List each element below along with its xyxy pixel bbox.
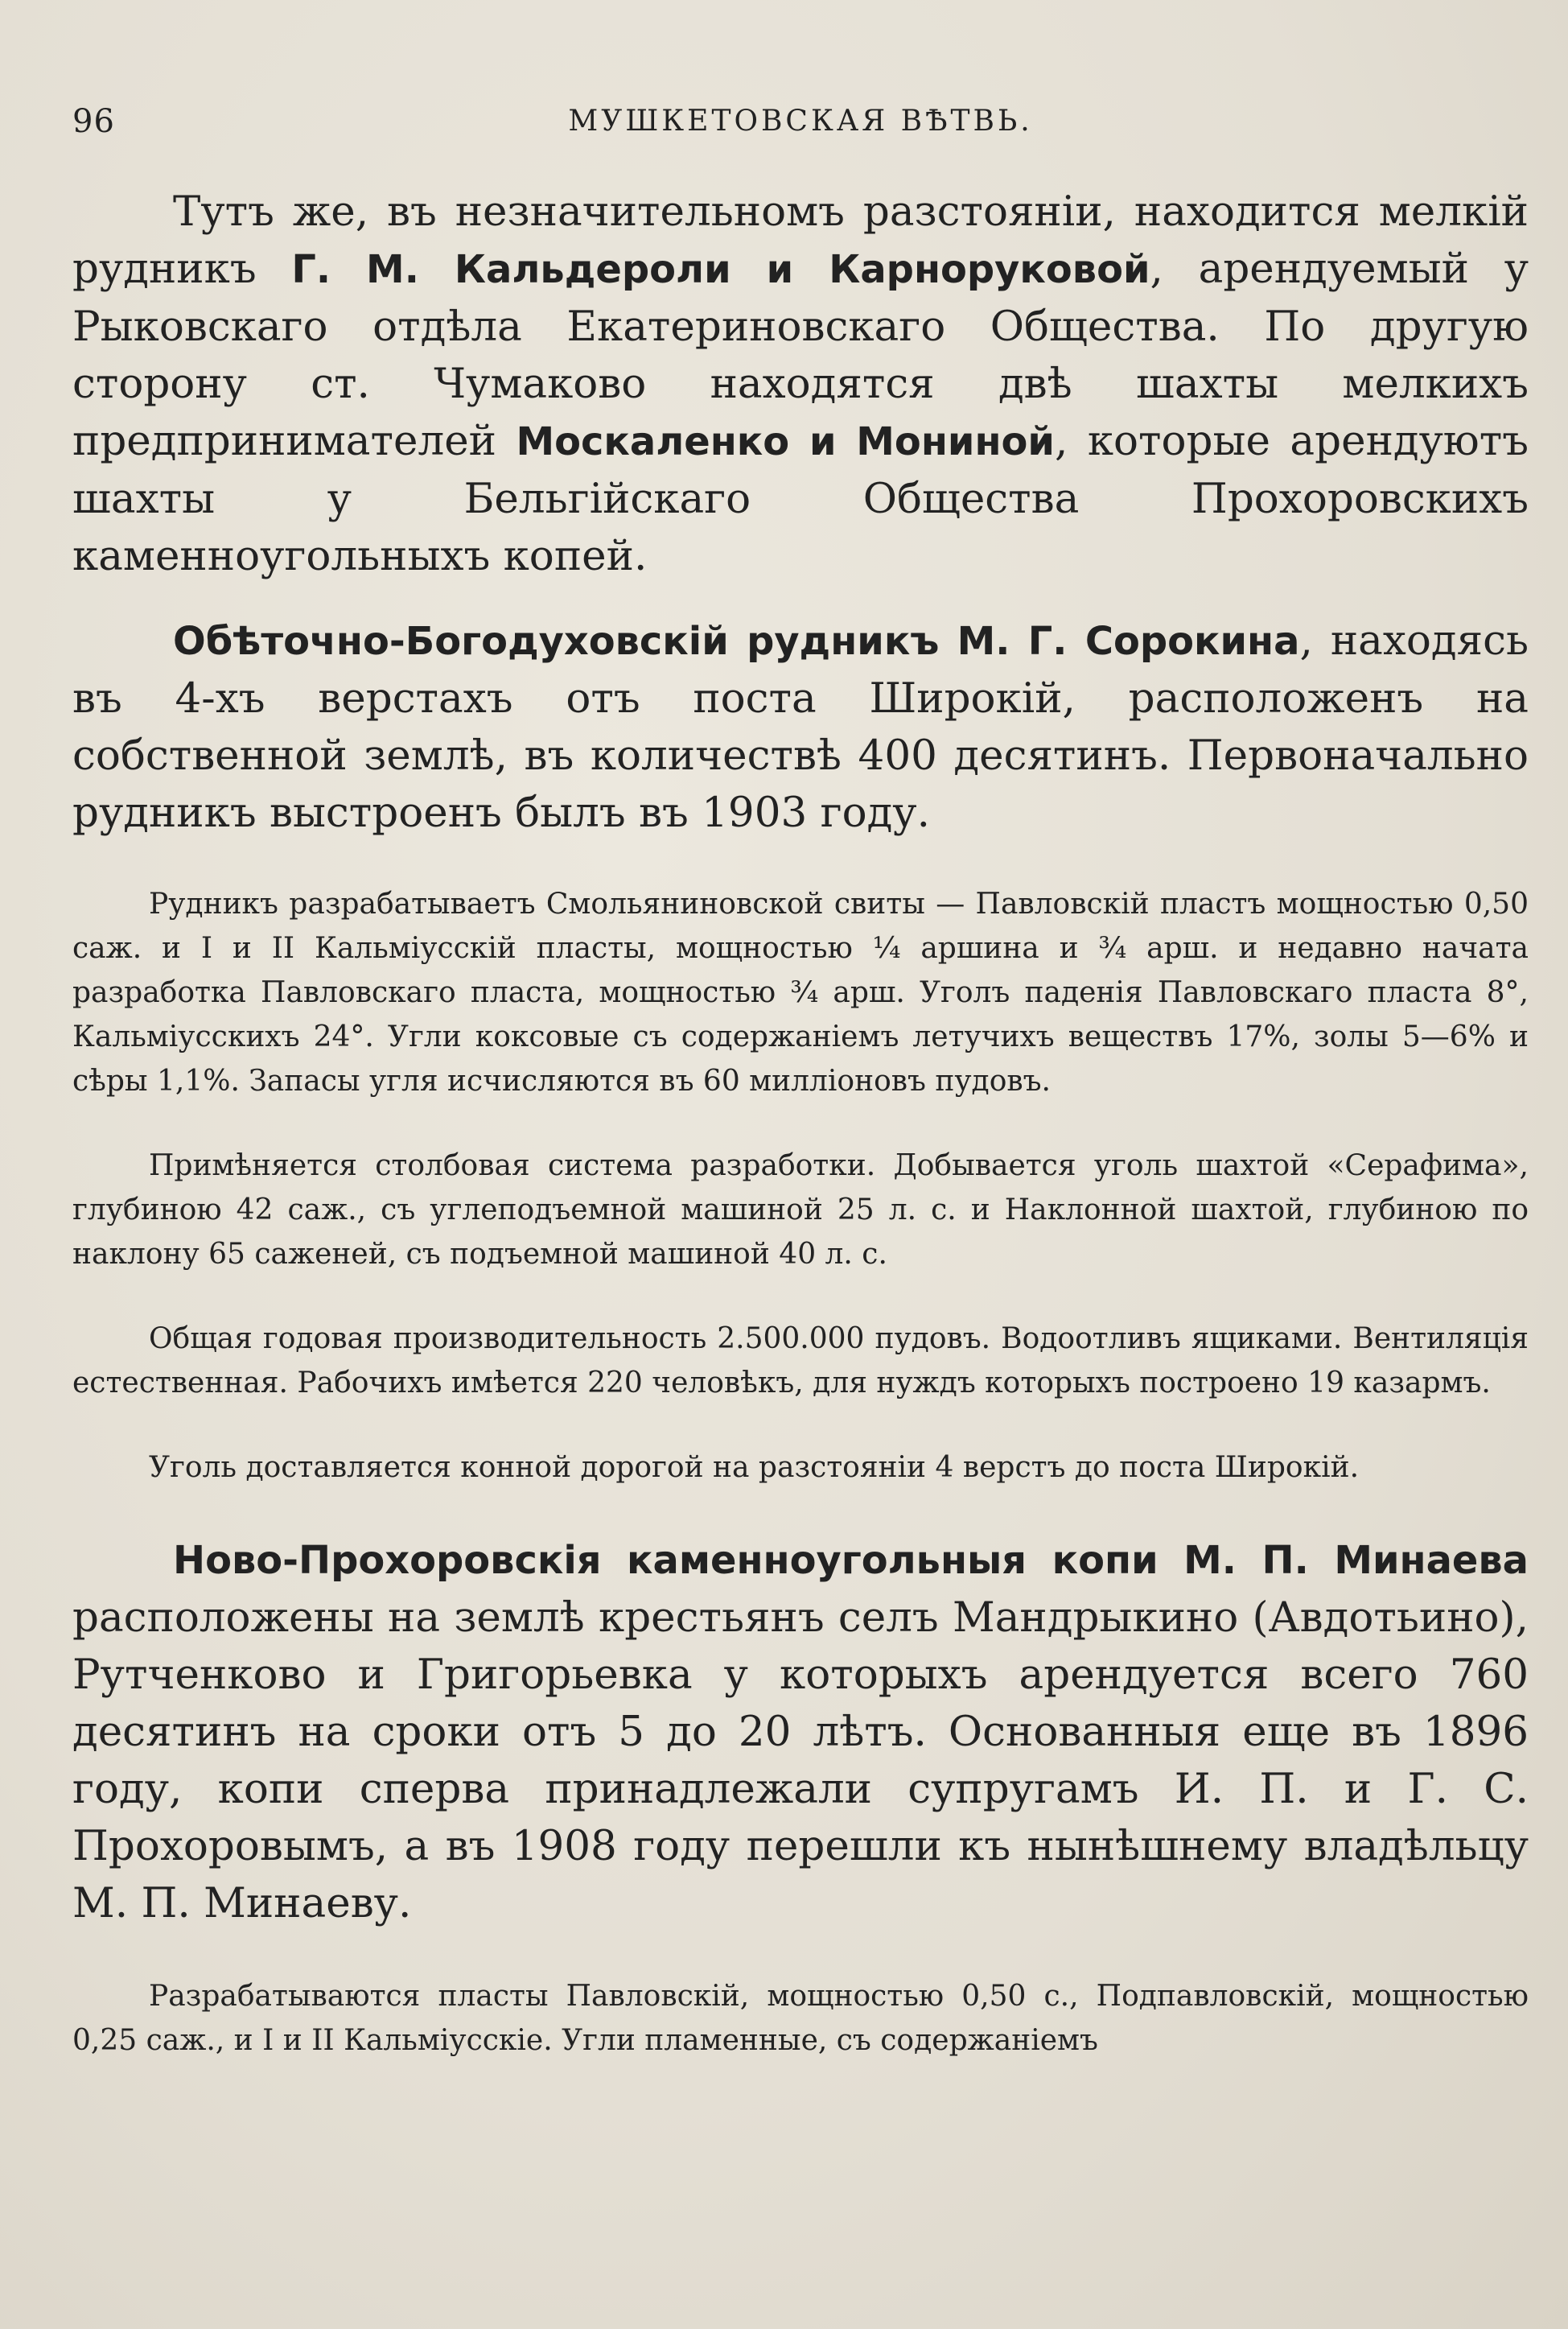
bold-name: Москаленко и Мониной (516, 420, 1055, 464)
small-paragraph: Общая годовая производительность 2.500.000 пудовъ. Водоотливъ ящиками. Вентиляція естественная. Рабочихъ имѣется 220 человѣкъ, для нуждъ которыхъ построено 19 казармъ. (72, 1322, 1529, 1399)
page-number: 96 (72, 103, 115, 140)
book-page (72, 97, 1529, 2063)
paragraph-minaev (72, 1531, 1529, 1932)
text-span: Тутъ же, въ незначительномъ разстояніи, находится мелкій рудникъ (72, 188, 1529, 293)
bold-name: Обѣточно-Богодуховскій рудникъ М. Г. Сорокина (173, 620, 1300, 664)
small-paragraph: Рудникъ разрабатываетъ Смольяниновской свиты — Павловскій пластъ мощностью 0,50 саж. и I и II Кальміусскій пласты, мощностью ¼ аршина и ¾ арш. и недавно начата разработка Павловскаго пласта, мощностью ¾ арш. Уголъ паденія Павловскаго пласта 8°, Кальміусскихъ 24°. Угли коксовые съ содержаніемъ летучихъ веществъ 17%, золы 5—6% и сѣры 1,1%. Запасы угля исчисляются въ 60 милліоновъ пудовъ. (72, 888, 1529, 1098)
text-span: расположены на землѣ крестьянъ селъ Мандрыкино (Авдотьино), Рутченково и Григорьевка у которыхъ арендуется всего 760 десятинъ на сроки отъ 5 до 20 лѣтъ. Основанныя еще въ 1896 году, копи сперва принадлежали супругамъ И. П. и Г. С. Прохоровымъ, а въ 1908 году перешли къ нынѣшнему владѣльцу М. П. Минаеву. (72, 1593, 1529, 1927)
text-span: , арендуемый у Рыковскаго отдѣла Екатериновскаго Общества. По другую сторону ст. Чумаково находятся двѣ шахты мелкихъ предпринимателей (72, 245, 1529, 465)
running-title: МУШКЕТОВСКАЯ ВѢТВЬ. (568, 105, 1033, 138)
text-span: , которые арендуютъ шахты у Бельгійскаго Общества Прохоровскихъ каменноугольныхъ копей. (72, 417, 1529, 580)
bold-name: Г. М. Кальдероли и Карноруковой (291, 248, 1150, 292)
small-paragraph: Примѣняется столбовая система разработки. Добывается уголь шахтой «Серафима», глубиною 42 саж., съ углеподъемной машиной 25 л. с. и Наклонной шахтой, глубиною по наклону 65 саженей, съ подъемной машиной 40 л. с. (72, 1149, 1529, 1271)
page-header (72, 97, 1529, 161)
paragraph-sorokin (72, 612, 1529, 842)
text-span: , находясь въ 4-хъ верстахъ отъ поста Широкій, расположенъ на собственной землѣ, въ количествѣ 400 десятинъ. Первоначально рудникъ выстроенъ былъ въ 1903 году. (72, 616, 1529, 837)
small-paragraph: Уголь доставляется конной дорогой на разстояніи 4 верстъ до поста Широкій. (149, 1451, 1360, 1484)
paragraph-kalderoli (72, 183, 1529, 585)
bold-name: Ново-Прохоровскія каменноугольныя копи М. П. Минаева (173, 1539, 1529, 1583)
small-paragraph: Разрабатываются пласты Павловскій, мощностью 0,50 с., Подпавловскій, мощностью 0,25 саж., и I и II Кальміусскіе. Угли пламенные, съ содержаніемъ (72, 1980, 1529, 2057)
